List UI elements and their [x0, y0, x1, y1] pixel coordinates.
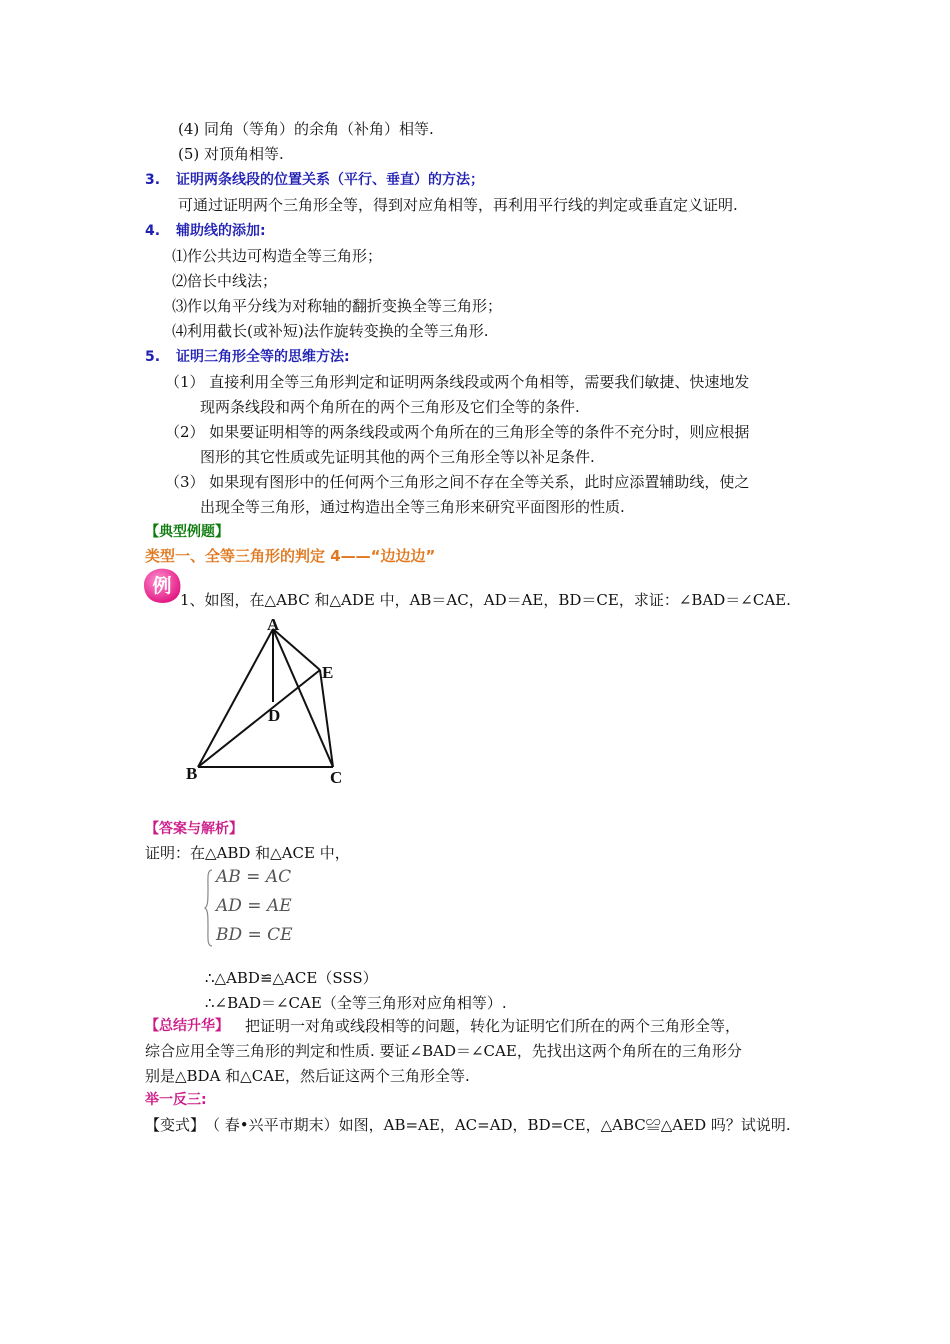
text-line: （2） 如果要证明相等的两条线段或两个角所在的三角形全等的条件不充分时，则应根据 — [165, 423, 750, 441]
variant-question: （ 春•兴平市期末）如图，AB=AE，AC=AD，BD=CE，△ABC≌△AED 吗？试说明. — [205, 1116, 791, 1134]
triangle-figure — [180, 617, 350, 787]
text-line: ⑶作以角平分线为对称轴的翻折变换全等三角形； — [172, 297, 503, 315]
label-a: A — [267, 617, 280, 634]
summary-text: 别是△BDA 和△CAE，然后证这两个三角形全等. — [145, 1067, 470, 1085]
summary-text: 综合应用全等三角形的判定和性质. 要证∠BAD＝∠CAE，先找出这两个角所在的三角形分 — [145, 1042, 742, 1060]
answer-heading: 【答案与解析】 — [145, 821, 243, 837]
text-line: (4) 同角（等角）的余角（补角）相等. — [178, 120, 434, 138]
variant-tag: 【变式】 — [145, 1116, 206, 1134]
heading-5: 证明三角形全等的思维方法: — [176, 349, 350, 365]
label-e: E — [322, 663, 334, 682]
heading-3-number: 3. — [145, 172, 161, 188]
brace-icon — [204, 868, 214, 948]
example-badge-text: 例 — [152, 575, 172, 597]
label-b: B — [186, 764, 198, 783]
text-line: （3） 如果现有图形中的任何两个三角形之间不存在全等关系，此时应添置辅助线，使之 — [165, 473, 750, 491]
text-line: 可通过证明两个三角形全等，得到对应角相等，再利用平行线的判定或垂直定义证明. — [178, 196, 738, 214]
summary-text: 把证明一对角或线段相等的问题，转化为证明它们所在的两个三角形全等， — [245, 1017, 741, 1035]
example-badge-icon — [140, 565, 184, 605]
heading-4-number: 4. — [145, 223, 161, 239]
segment-be — [198, 670, 320, 767]
text-line: (5) 对顶角相等. — [178, 145, 284, 163]
label-c: C — [330, 768, 343, 787]
label-d: D — [268, 706, 281, 725]
type-one-heading: 类型一、全等三角形的判定 4——“边边边” — [145, 547, 436, 565]
heading-3: 证明两条线段的位置关系（平行、垂直）的方法； — [176, 172, 484, 188]
text-line: （1） 直接利用全等三角形判定和证明两条线段或两个角相等，需要我们敏捷、快速地发 — [165, 373, 750, 391]
text-line: ⑷利用截长(或补短)法作旋转变换的全等三角形. — [172, 322, 489, 340]
equation-1: AB = AC — [216, 867, 292, 887]
practice-heading: 举一反三: — [145, 1092, 207, 1108]
text-line: 现两条线段和两个角所在的两个三角形及它们全等的条件. — [200, 398, 580, 416]
conclusion-1: ∴△ABD≌△ACE（SSS） — [205, 969, 378, 987]
segment-ae — [273, 629, 320, 670]
text-line: ⑴作公共边可构造全等三角形； — [172, 247, 383, 265]
segment-ab — [198, 629, 273, 767]
conclusion-2: ∴∠BAD＝∠CAE（全等三角形对应角相等）. — [205, 994, 507, 1012]
text-line: ⑵倍长中线法； — [172, 272, 278, 290]
text-line: 图形的其它性质或先证明其他的两个三角形全等以补足条件. — [200, 448, 595, 466]
typical-examples-heading: 【典型例题】 — [145, 524, 229, 540]
text-line: 出现全等三角形，通过构造出全等三角形来研究平面图形的性质. — [200, 498, 625, 516]
heading-4: 辅助线的添加: — [176, 223, 266, 239]
heading-5-number: 5. — [145, 349, 161, 365]
equation-2: AD = AE — [216, 896, 292, 916]
proof-intro: 证明：在△ABD 和△ACE 中， — [145, 844, 350, 862]
example-question: 1、如图，在△ABC 和△ADE 中，AB＝AC，AD＝AE，BD＝CE，求证：∠BAD＝∠CAE. — [180, 591, 791, 609]
summary-heading: 【总结升华】 — [145, 1018, 229, 1034]
equation-3: BD = CE — [216, 925, 293, 945]
